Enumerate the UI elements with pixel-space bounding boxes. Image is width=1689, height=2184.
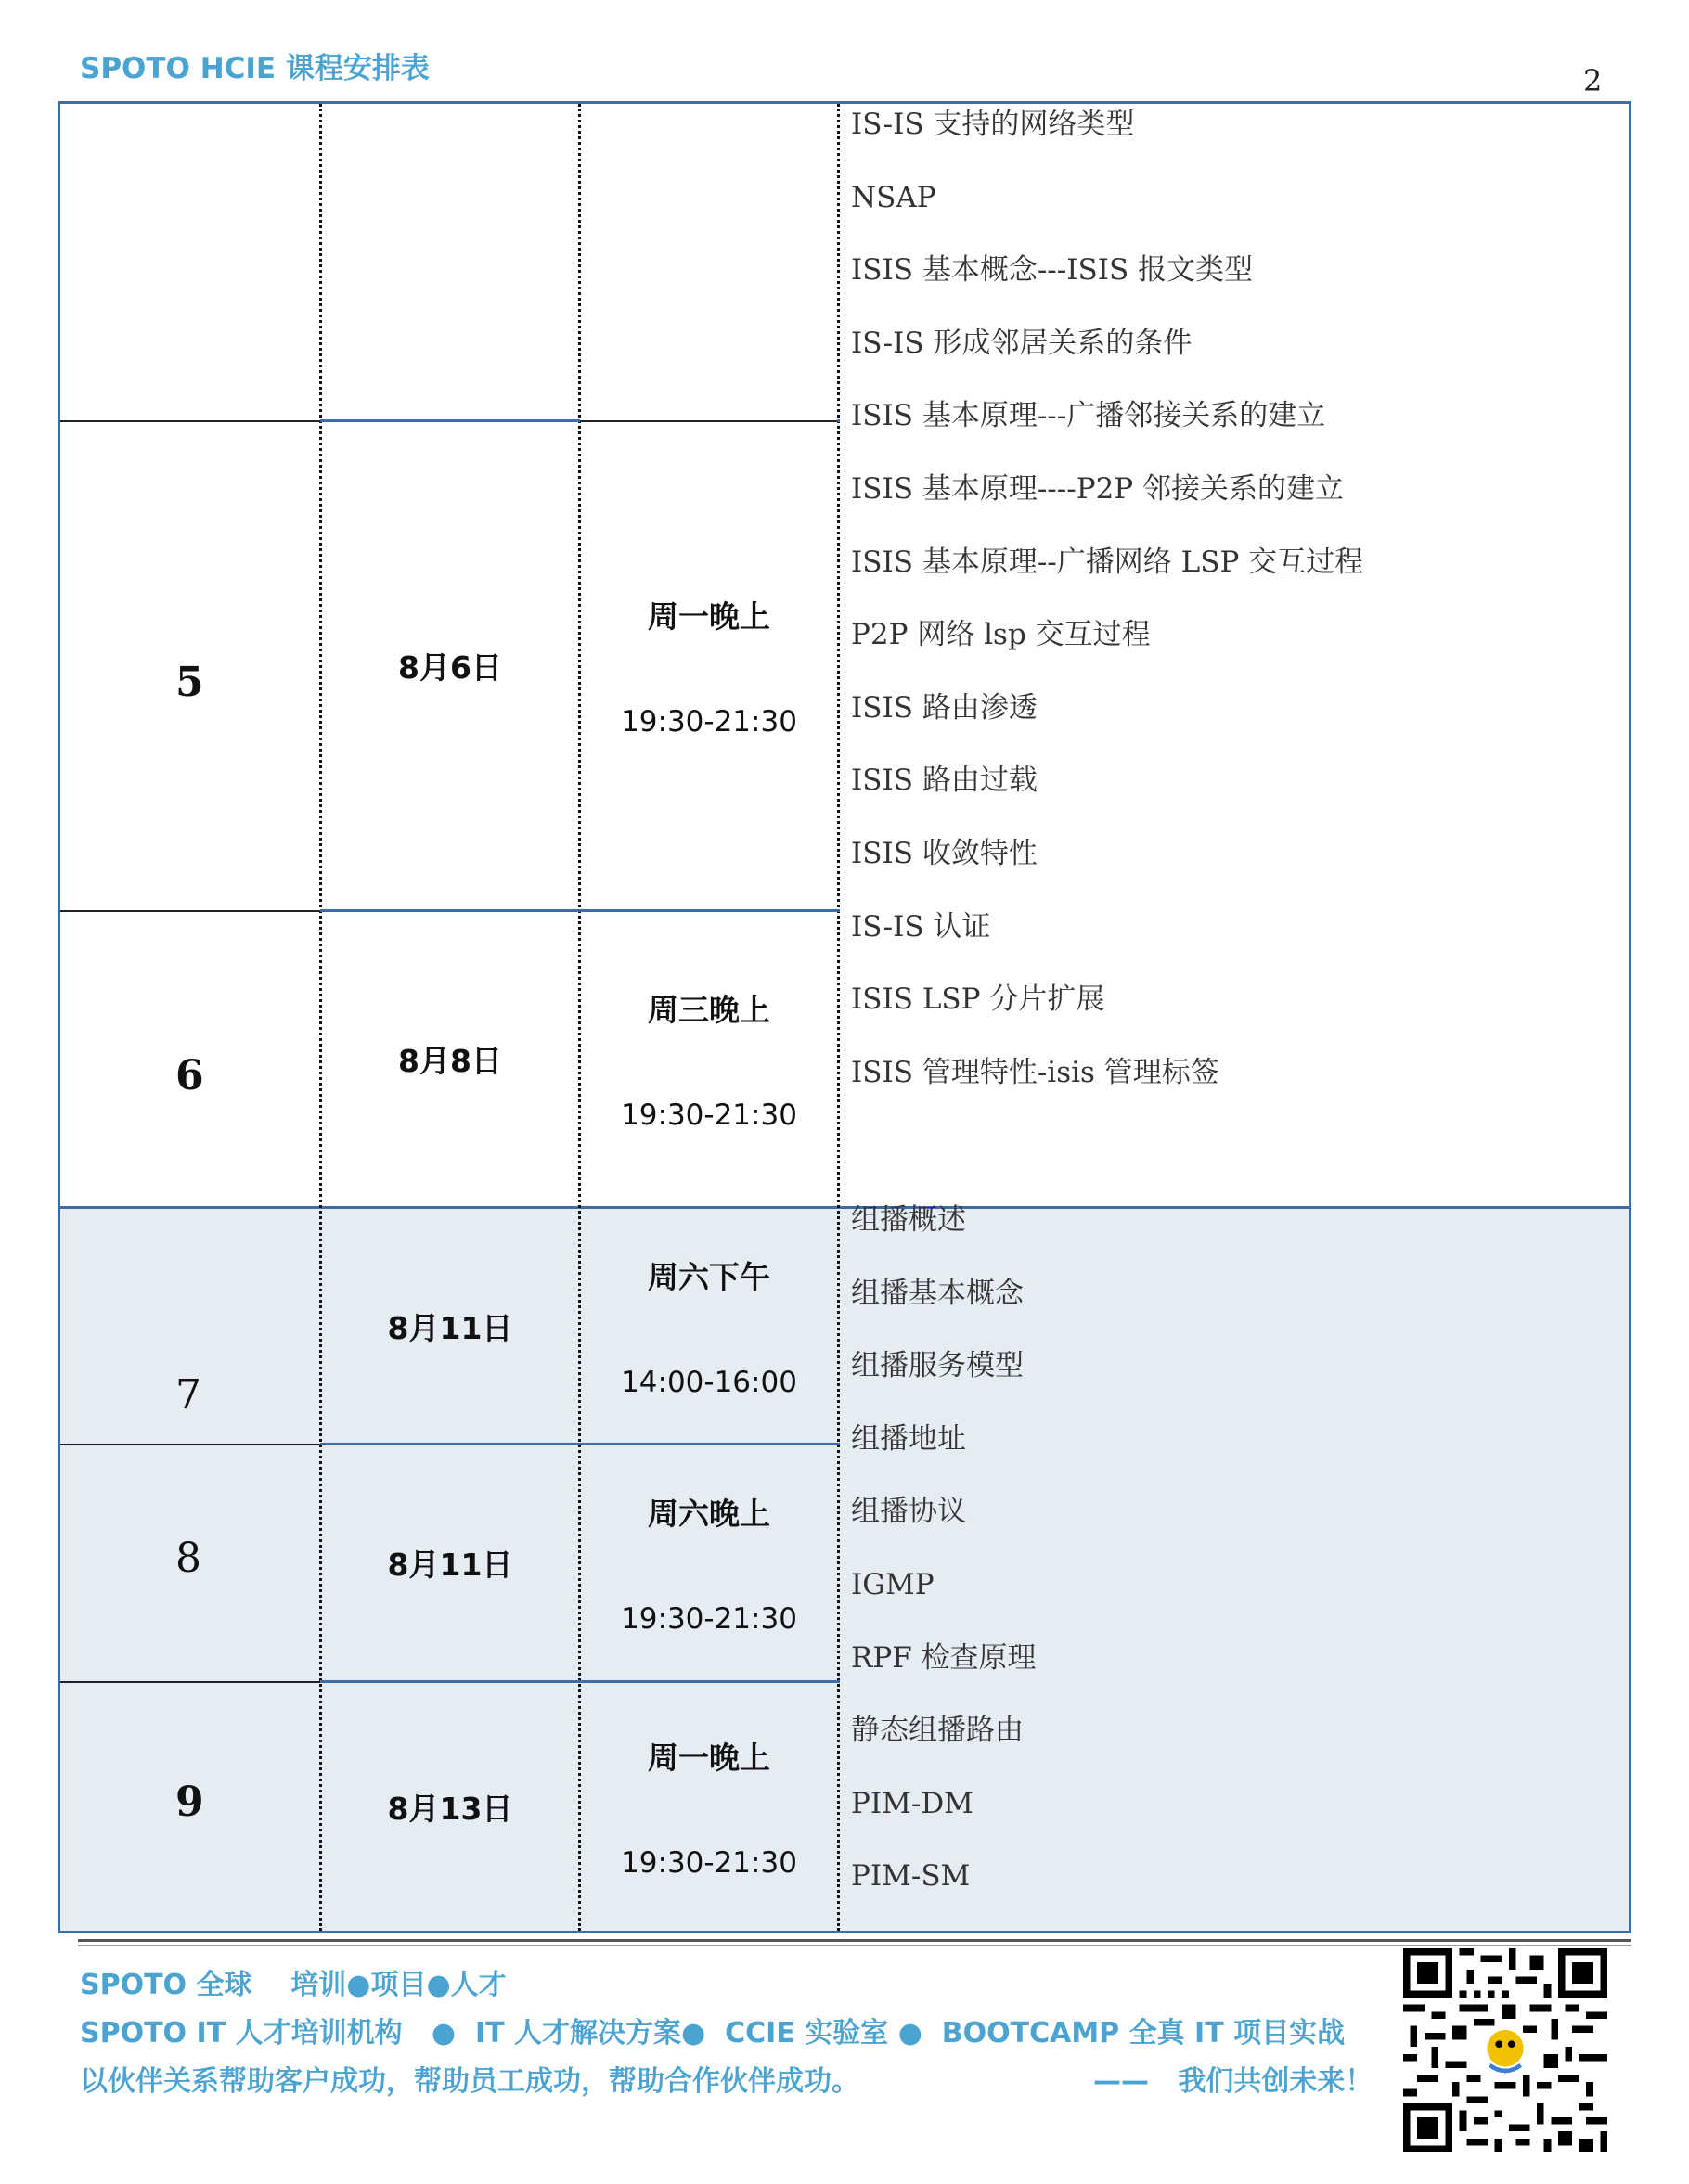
row-divider (60, 910, 320, 912)
topic-item: 组播协议 (851, 1495, 966, 1529)
date-cell (322, 420, 578, 910)
topic-item: IS-IS 形成邻居关系的条件 (851, 326, 1193, 360)
topic-item: 组播地址 (851, 1421, 966, 1456)
lesson-number: 9 (175, 1779, 204, 1826)
time-cell (581, 1209, 837, 1444)
lesson-number: 5 (175, 659, 204, 706)
topic-item: ISIS 路由渗透 (851, 690, 1038, 725)
lesson-day: 周一晚上 (648, 597, 770, 635)
topic-item: PIM-SM (851, 1859, 971, 1894)
schedule-table (58, 101, 1631, 1933)
footer-divider (78, 1939, 1631, 1946)
topic-item: ISIS 收敛特性 (851, 836, 1038, 870)
topic-item: ISIS 基本概念---ISIS 报文类型 (851, 253, 1254, 288)
lesson-number: 7 (175, 1371, 201, 1419)
lesson-time: 19:30-21:30 (621, 1098, 797, 1132)
topic-item: 组播概述 (851, 1203, 966, 1237)
row-divider (837, 419, 840, 422)
multicast-section (60, 1206, 1629, 1933)
lesson-date: 8月8日 (398, 1042, 502, 1079)
row-divider (60, 420, 320, 422)
date-cell (322, 911, 578, 1206)
footer-tagline: SPOTO 全球 培训●项目●人才 (80, 1969, 507, 2001)
topic-item: ISIS LSP 分片扩展 (851, 983, 1105, 1017)
date-cell (322, 1445, 578, 1680)
time-cell (581, 420, 837, 910)
topic-item: ISIS 基本原理--广播网络 LSP 交互过程 (851, 545, 1364, 579)
qr-code-icon (1403, 1948, 1607, 2152)
isis-topic-list (851, 106, 1363, 1126)
lesson-date: 8月6日 (398, 649, 502, 686)
topic-item: RPF 检查原理 (851, 1640, 1037, 1675)
topic-item: 静态组播路由 (851, 1714, 1024, 1748)
topic-item: P2P 网络 lsp 交互过程 (851, 618, 1151, 652)
time-cell (581, 1445, 837, 1680)
lesson-time: 19:30-21:30 (621, 1601, 797, 1636)
topic-item: PIM-DM (851, 1786, 973, 1820)
lesson-date: 8月11日 (387, 1310, 513, 1346)
lesson-day: 周三晚上 (648, 991, 770, 1028)
row-divider (60, 1681, 320, 1683)
date-cell (322, 1209, 578, 1444)
lesson-day: 周六下午 (648, 1259, 770, 1295)
lesson-day: 周一晚上 (648, 1739, 770, 1776)
topic-item: IGMP (851, 1567, 935, 1601)
footer-slogan: —— 我们共创未来！ (1093, 2065, 1373, 2098)
time-cell (581, 1682, 837, 1931)
topic-item: ISIS 管理特性-isis 管理标签 (851, 1055, 1219, 1089)
date-cell (322, 1682, 578, 1931)
multicast-topic-list (851, 1201, 1037, 1931)
topic-item: IS-IS 认证 (851, 909, 991, 944)
lesson-time: 19:30-21:30 (621, 1845, 797, 1880)
topic-item: IS-IS 支持的网络类型 (851, 108, 1135, 141)
footer-services: SPOTO IT 人才培训机构 ● IT 人才解决方案● CCIE 实验室 ● BOOTCAMP 全真 IT 项目实战 (80, 2017, 1346, 2049)
isis-section (60, 104, 1629, 1206)
row-divider (60, 1444, 320, 1445)
lesson-date: 8月13日 (387, 1790, 513, 1827)
lesson-day: 周六晚上 (648, 1495, 770, 1532)
column-divider (837, 104, 840, 1931)
lesson-date: 8月11日 (387, 1546, 513, 1583)
topic-item: ISIS 基本原理----P2P 邻接关系的建立 (851, 471, 1345, 506)
page-number: 2 (1583, 63, 1603, 98)
time-cell (581, 911, 837, 1206)
topic-item: ISIS 路由过载 (851, 764, 1038, 798)
lesson-number: 6 (175, 1052, 204, 1099)
lesson-time: 14:00-16:00 (621, 1366, 797, 1399)
topic-item: NSAP (851, 180, 936, 214)
topic-item: 组播服务模型 (851, 1349, 1024, 1383)
topic-item: 组播基本概念 (851, 1276, 1024, 1310)
lesson-number: 8 (175, 1535, 201, 1582)
lesson-time: 19:30-21:30 (621, 704, 797, 739)
topic-item: ISIS 基本原理---广播邻接关系的建立 (851, 399, 1326, 433)
footer-mission: 以伙伴关系帮助客户成功，帮助员工成功，帮助合作伙伴成功。 (80, 2065, 859, 2098)
header-title: SPOTO HCIE 课程安排表 (80, 52, 430, 85)
